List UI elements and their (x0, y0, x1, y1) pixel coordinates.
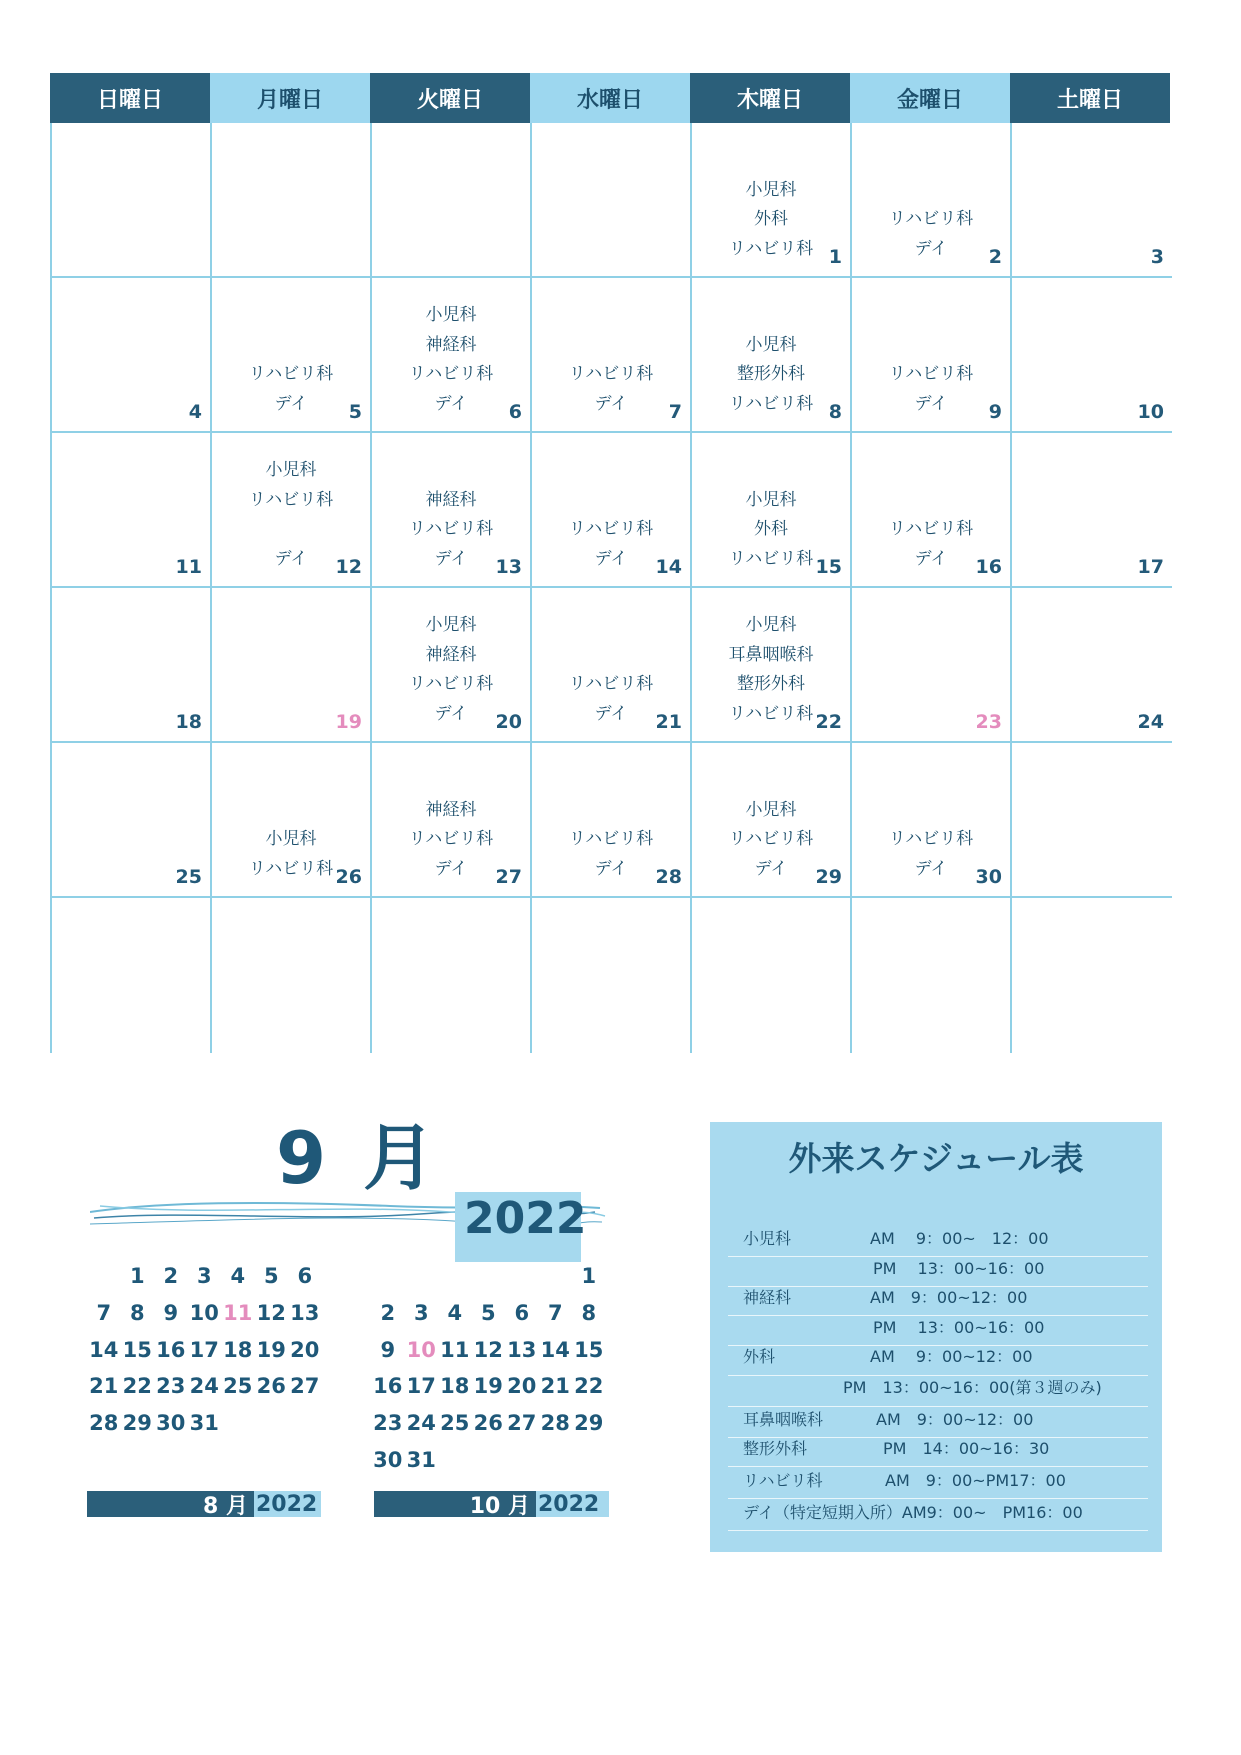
department-label: デイ (914, 393, 948, 414)
schedule-line: 外科 (743, 1347, 776, 1366)
day-cell (212, 433, 372, 588)
mini-day: 9 (380, 1337, 396, 1362)
department-label: リハビリ科 (248, 364, 334, 384)
day-number: 12 (335, 556, 362, 578)
mini-day: 2 (163, 1264, 179, 1289)
weekday-header-cell: 火曜日 (370, 73, 530, 123)
department-list (372, 301, 530, 419)
mini-day: 1 (581, 1264, 597, 1289)
day-number: 29 (815, 866, 842, 888)
mini-day: 1 (129, 1264, 145, 1289)
mini-day: 3 (196, 1264, 212, 1289)
department-label: デイ (274, 393, 308, 414)
day-number: 20 (495, 711, 522, 733)
mini-week-row (371, 1441, 606, 1478)
department-label: 神経科 (425, 489, 477, 510)
day-cell (372, 278, 532, 433)
schedule-line: 小児科 (743, 1229, 792, 1248)
mini-day: 26 (256, 1374, 286, 1399)
department-label: リハビリ科 (888, 364, 974, 384)
schedule-line: リハビリ科 (743, 1471, 823, 1490)
day-cell (212, 743, 372, 898)
mini-week-row (87, 1258, 322, 1295)
mini-day: 31 (406, 1447, 436, 1472)
department-label: デイ (594, 858, 628, 879)
mini-day: 4 (447, 1301, 463, 1326)
department-list (852, 360, 1010, 419)
department-label: デイ (914, 548, 948, 569)
mini-day: 26 (473, 1411, 503, 1436)
day-cell (532, 278, 692, 433)
year-title: 2022 (464, 1193, 587, 1244)
day-cell (532, 123, 692, 278)
mini-week-row (371, 1295, 606, 1332)
department-label: 神経科 (425, 334, 477, 355)
mini-day: 28 (89, 1411, 119, 1436)
mini-day: 30 (156, 1411, 186, 1436)
mini-day: 23 (156, 1374, 186, 1399)
day-number: 13 (495, 556, 522, 578)
mini-day: 10 (189, 1301, 219, 1326)
mini-day: 21 (89, 1374, 119, 1399)
mini-day: 24 (406, 1411, 436, 1436)
mini-week-row (87, 1295, 322, 1332)
department-label: リハビリ科 (728, 548, 814, 569)
day-number: 9 (988, 401, 1002, 423)
day-number: 24 (1137, 711, 1164, 733)
day-cell (852, 588, 1012, 743)
day-cell (52, 898, 212, 1053)
mini-week-row (371, 1258, 606, 1295)
department-label: 神経科 (425, 799, 477, 820)
mini-day: 28 (540, 1411, 570, 1436)
department-label: デイ (594, 703, 628, 724)
day-number: 15 (815, 556, 842, 578)
day-cell (1012, 898, 1172, 1053)
schedule-line: 整形外科 (743, 1439, 808, 1458)
department-label: リハビリ科 (248, 489, 334, 510)
day-cell (692, 433, 852, 588)
day-cell (692, 123, 852, 278)
mini-day: 17 (406, 1374, 436, 1399)
day-cell (692, 588, 852, 743)
schedule-line: AM 9：00~PM17：00 (885, 1471, 1066, 1490)
day-number: 11 (175, 556, 202, 578)
department-label: デイ (594, 548, 628, 569)
day-cell (52, 588, 212, 743)
department-label: 耳鼻咽喉科 (728, 644, 814, 665)
day-cell (212, 278, 372, 433)
day-cell (52, 433, 212, 588)
department-label: デイ (914, 858, 948, 879)
mini-label-year: 2022 (254, 1491, 321, 1517)
mini-day: 14 (540, 1337, 570, 1362)
day-number: 5 (348, 401, 362, 423)
mini-label-month: 10 月 (374, 1491, 536, 1517)
department-label: デイ (434, 393, 468, 414)
mini-day: 7 (96, 1301, 112, 1326)
mini-day: 5 (263, 1264, 279, 1289)
department-list (532, 360, 690, 419)
mini-day: 16 (156, 1337, 186, 1362)
mini-calendar-august (87, 1258, 322, 1441)
department-label: リハビリ科 (728, 703, 814, 724)
mini-day: 12 (473, 1337, 503, 1362)
day-number: 17 (1137, 556, 1164, 578)
calendar-grid (50, 123, 1170, 1053)
day-cell (52, 123, 212, 278)
day-number: 27 (495, 866, 522, 888)
department-label: リハビリ科 (728, 829, 814, 849)
day-cell (852, 433, 1012, 588)
mini-day: 17 (189, 1337, 219, 1362)
weekday-header (50, 73, 1170, 123)
department-label: リハビリ科 (728, 393, 814, 414)
mini-label-october (374, 1491, 609, 1517)
mini-day: 15 (574, 1337, 604, 1362)
department-label: リハビリ科 (888, 519, 974, 539)
department-label: 小児科 (745, 615, 797, 635)
day-cell (692, 743, 852, 898)
mini-calendar-october (371, 1258, 606, 1478)
mini-day: 25 (223, 1374, 253, 1399)
department-label: 小児科 (265, 829, 317, 849)
mini-day: 3 (413, 1301, 429, 1326)
department-label: 小児科 (745, 179, 797, 200)
day-number: 21 (655, 711, 682, 733)
day-cell (852, 278, 1012, 433)
department-list (692, 331, 850, 420)
day-number: 26 (335, 866, 362, 888)
day-cell (532, 588, 692, 743)
day-number: 25 (175, 866, 202, 888)
mini-day: 11 (223, 1301, 253, 1326)
mini-day: 19 (256, 1337, 286, 1362)
mini-day: 18 (440, 1374, 470, 1399)
mini-day: 23 (373, 1411, 403, 1436)
department-label: デイ (754, 858, 788, 879)
mini-day: 5 (480, 1301, 496, 1326)
day-number: 8 (828, 401, 842, 423)
schedule-line: 耳鼻咽喉科 (743, 1410, 824, 1429)
weekday-header-cell: 水曜日 (530, 73, 690, 123)
department-label: 外科 (754, 209, 788, 229)
day-cell (1012, 278, 1172, 433)
department-label: リハビリ科 (568, 674, 654, 694)
day-cell (372, 743, 532, 898)
mini-day: 4 (230, 1264, 246, 1289)
schedule-line: 神経科 (743, 1288, 792, 1307)
weekday-header-cell: 月曜日 (210, 73, 370, 123)
schedule-line: PM 13：00~16：00 (873, 1259, 1045, 1278)
day-number: 22 (815, 711, 842, 733)
day-number: 2 (988, 246, 1002, 268)
day-cell (532, 898, 692, 1053)
day-cell (52, 743, 212, 898)
mini-day: 27 (507, 1411, 537, 1436)
month-title: 9 月 (276, 1116, 442, 1200)
department-label: リハビリ科 (728, 238, 814, 259)
department-label: リハビリ科 (408, 674, 494, 694)
department-label: デイ (434, 548, 468, 569)
department-label: 小児科 (425, 305, 477, 325)
mini-day: 6 (514, 1301, 530, 1326)
mini-day: 18 (223, 1337, 253, 1362)
department-label: リハビリ科 (408, 519, 494, 539)
mini-day: 9 (163, 1301, 179, 1326)
weekday-header-cell: 日曜日 (50, 73, 210, 123)
department-list (212, 360, 370, 419)
day-cell (1012, 588, 1172, 743)
department-label: デイ (434, 858, 468, 879)
mini-day: 25 (440, 1411, 470, 1436)
mini-day: 2 (380, 1301, 396, 1326)
day-cell (372, 123, 532, 278)
mini-day: 22 (574, 1374, 604, 1399)
day-cell (212, 588, 372, 743)
department-label: デイ (434, 703, 468, 724)
day-cell (52, 278, 212, 433)
day-cell (532, 743, 692, 898)
mini-day: 13 (507, 1337, 537, 1362)
day-number: 18 (175, 711, 202, 733)
day-number: 3 (1150, 246, 1164, 268)
mini-day: 19 (473, 1374, 503, 1399)
day-cell (692, 898, 852, 1053)
department-label: 整形外科 (737, 364, 805, 384)
department-label: リハビリ科 (888, 209, 974, 229)
day-number: 10 (1137, 401, 1164, 423)
department-label: リハビリ科 (568, 364, 654, 384)
mini-day: 21 (540, 1374, 570, 1399)
department-label (288, 515, 293, 545)
day-cell (532, 433, 692, 588)
mini-day: 30 (373, 1447, 403, 1472)
department-label: 小児科 (745, 799, 797, 820)
mini-week-row (371, 1405, 606, 1442)
schedule-line: AM 9：00~12：00 (876, 1410, 1034, 1429)
mini-week-row (87, 1405, 322, 1442)
day-number: 4 (188, 401, 202, 423)
mini-week-row (87, 1368, 322, 1405)
day-cell (212, 123, 372, 278)
mini-day: 11 (440, 1337, 470, 1362)
mini-day: 13 (290, 1301, 320, 1326)
department-label: 小児科 (265, 460, 317, 480)
weekday-header-cell: 木曜日 (690, 73, 850, 123)
schedule-line: AM 9：00~ 12：00 (870, 1229, 1049, 1248)
department-label: 外科 (754, 519, 788, 539)
mini-day: 24 (189, 1374, 219, 1399)
day-cell (1012, 743, 1172, 898)
day-cell (212, 898, 372, 1053)
mini-label-year: 2022 (536, 1491, 609, 1517)
weekday-header-cell: 土曜日 (1010, 73, 1170, 123)
schedule-line: PM 13：00~16：00 (873, 1318, 1045, 1337)
department-label: リハビリ科 (568, 829, 654, 849)
schedule-line: AM 9：00~12：00 (870, 1288, 1028, 1307)
department-label: リハビリ科 (408, 829, 494, 849)
mini-day: 12 (256, 1301, 286, 1326)
day-cell (1012, 123, 1172, 278)
mini-day: 8 (581, 1301, 597, 1326)
department-label: 整形外科 (737, 674, 805, 694)
mini-day: 29 (574, 1411, 604, 1436)
mini-day: 14 (89, 1337, 119, 1362)
day-number: 30 (975, 866, 1002, 888)
mini-week-row (371, 1331, 606, 1368)
mini-day: 20 (507, 1374, 537, 1399)
department-label: リハビリ科 (568, 519, 654, 539)
mini-day: 8 (129, 1301, 145, 1326)
day-cell (372, 588, 532, 743)
department-label: デイ (594, 393, 628, 414)
mini-day: 15 (122, 1337, 152, 1362)
day-number: 23 (975, 711, 1002, 733)
day-number: 1 (828, 246, 842, 268)
mini-day: 27 (290, 1374, 320, 1399)
mini-day: 22 (122, 1374, 152, 1399)
department-label: 小児科 (745, 489, 797, 510)
day-cell (372, 898, 532, 1053)
department-label: リハビリ科 (408, 364, 494, 384)
department-label: デイ (914, 238, 948, 259)
day-number: 28 (655, 866, 682, 888)
department-label: リハビリ科 (888, 829, 974, 849)
department-list (852, 205, 1010, 264)
weekday-header-cell: 金曜日 (850, 73, 1010, 123)
mini-day: 6 (297, 1264, 313, 1289)
day-cell (852, 743, 1012, 898)
schedule-line: PM 13：00~16：00(第３週のみ) (843, 1378, 1102, 1397)
mini-week-row (87, 1331, 322, 1368)
department-label: デイ (274, 548, 308, 569)
department-label: 神経科 (425, 644, 477, 665)
day-number: 19 (335, 711, 362, 733)
department-label: 小児科 (745, 334, 797, 355)
day-cell (372, 433, 532, 588)
mini-day: 20 (290, 1337, 320, 1362)
day-cell (692, 278, 852, 433)
schedule-line: デイ（特定短期入所）AM9：00~ PM16：00 (743, 1503, 1083, 1522)
month-calendar (50, 73, 1170, 1053)
day-number: 6 (508, 401, 522, 423)
schedule-line: PM 14：00~16：30 (883, 1439, 1050, 1458)
mini-day: 10 (406, 1337, 436, 1362)
day-number: 14 (655, 556, 682, 578)
mini-day: 29 (122, 1411, 152, 1436)
department-label: リハビリ科 (248, 858, 334, 879)
day-number: 16 (975, 556, 1002, 578)
day-cell (1012, 433, 1172, 588)
mini-day: 31 (189, 1411, 219, 1436)
schedule-line: AM 9：00~12：00 (870, 1347, 1033, 1366)
department-label: 小児科 (425, 615, 477, 635)
day-cell (852, 898, 1012, 1053)
mini-label-month: 8 月 (87, 1491, 254, 1517)
day-cell (852, 123, 1012, 278)
mini-week-row (371, 1368, 606, 1405)
department-list (692, 176, 850, 265)
schedule-title: 外来スケジュール表 (788, 1139, 1084, 1178)
mini-day: 16 (373, 1374, 403, 1399)
day-number: 7 (668, 401, 682, 423)
mini-day: 7 (547, 1301, 563, 1326)
mini-label-august (87, 1491, 321, 1517)
